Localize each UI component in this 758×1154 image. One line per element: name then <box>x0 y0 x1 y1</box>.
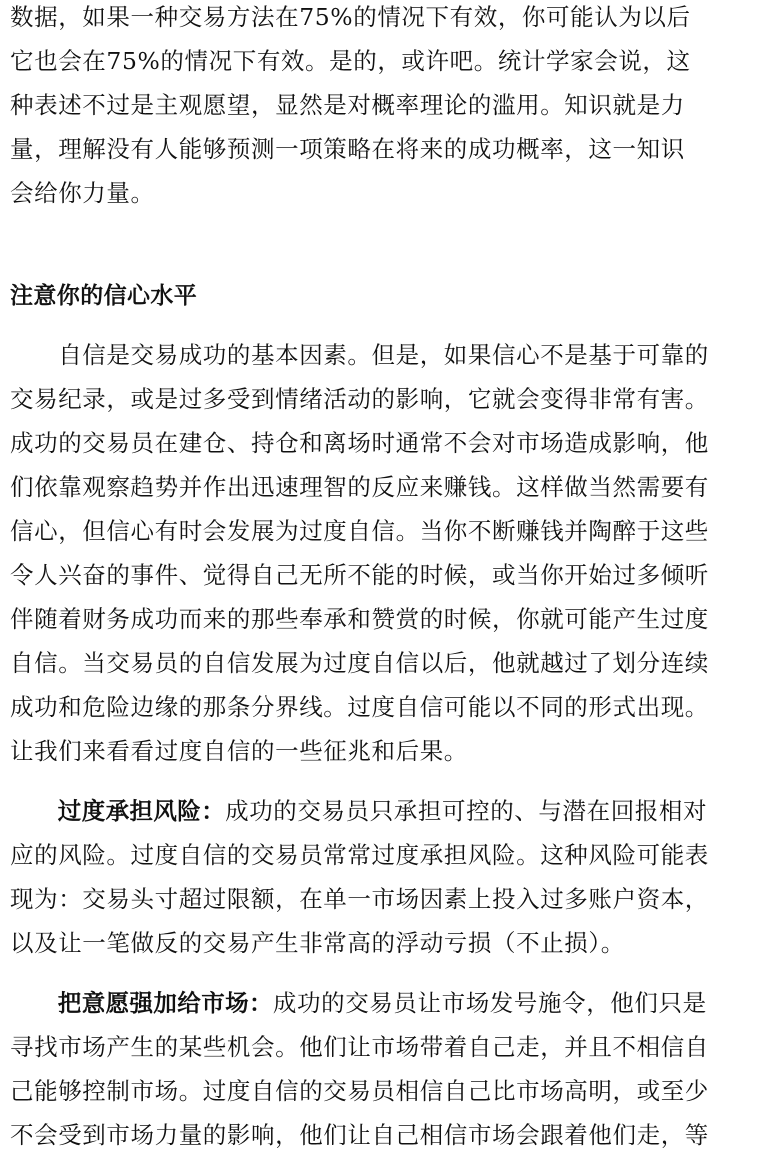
paragraph-line: 们依靠观察趋势并作出迅速理智的反应来赚钱。这样做当然需要有 <box>10 473 709 501</box>
paragraph-line: 伴随着财务成功而来的那些奉承和赞赏的时候，你就可能产生过度 <box>10 605 709 633</box>
paragraph-line: 成功的交易员在建仓、持仓和离场时通常不会对市场造成影响，他 <box>10 429 709 457</box>
paragraph-line: 令人兴奋的事件、觉得自己无所不能的时候，或当你开始过多倾听 <box>10 561 709 589</box>
paragraph-line: 自信是交易成功的基本因素。但是，如果信心不是基于可靠的 <box>10 341 709 369</box>
paragraph-line: 不会受到市场力量的影响，他们让自己相信市场会跟着他们走，等 <box>10 1121 709 1149</box>
paragraph-line: 现为：交易头寸超过限额，在单一市场因素上投入过多账户资本， <box>10 885 709 913</box>
paragraph-line: 成功和危险边缘的那条分界线。过度自信可能以不同的形式出现。 <box>10 693 709 721</box>
paragraph-line: 自信。当交易员的自信发展为过度自信以后，他就越过了划分连续 <box>10 649 709 677</box>
term-imposing-will: 把意愿强加给市场： <box>10 989 273 1017</box>
paragraph-line: 己能够控制市场。过度自信的交易员相信自己比市场高明，或至少 <box>10 1077 709 1105</box>
paragraph-text: 成功的交易员让市场发号施令，他们只是 <box>272 989 707 1017</box>
paragraph-line: 数据，如果一种交易方法在75%的情况下有效，你可能认为以后 <box>10 3 691 31</box>
paragraph-line: 交易纪录，或是过多受到情绪活动的影响，它就会变得非常有害。 <box>10 385 709 413</box>
term-excessive-risk: 过度承担风险： <box>10 797 226 825</box>
section-heading: 注意你的信心水平 <box>10 283 198 309</box>
paragraph-line: 让我们来看看过度自信的一些征兆和后果。 <box>10 737 468 765</box>
paragraph-line: 种表述不过是主观愿望，显然是对概率理论的滥用。知识就是力 <box>10 91 685 119</box>
paragraph-line: 它也会在75%的情况下有效。是的，或许吧。统计学家会说，这 <box>10 47 691 75</box>
paragraph-line: 寻找市场产生的某些机会。他们让市场带着自己走，并且不相信自 <box>10 1033 709 1061</box>
paragraph-line <box>10 987 707 1019</box>
paragraph-line: 会给你力量。 <box>10 179 155 207</box>
paragraph-line <box>10 795 707 827</box>
book-page <box>10 0 750 1154</box>
paragraph-line: 以及让一笔做反的交易产生非常高的浮动亏损（不止损）。 <box>10 929 625 957</box>
paragraph-line: 信心，但信心有时会发展为过度自信。当你不断赚钱并陶醉于这些 <box>10 517 709 545</box>
paragraph-line: 量，理解没有人能够预测一项策略在将来的成功概率，这一知识 <box>10 135 685 163</box>
paragraph-text: 成功的交易员只承担可控的、与潜在回报相对 <box>225 797 708 825</box>
paragraph-line: 应的风险。过度自信的交易员常常过度承担风险。这种风险可能表 <box>10 841 709 869</box>
